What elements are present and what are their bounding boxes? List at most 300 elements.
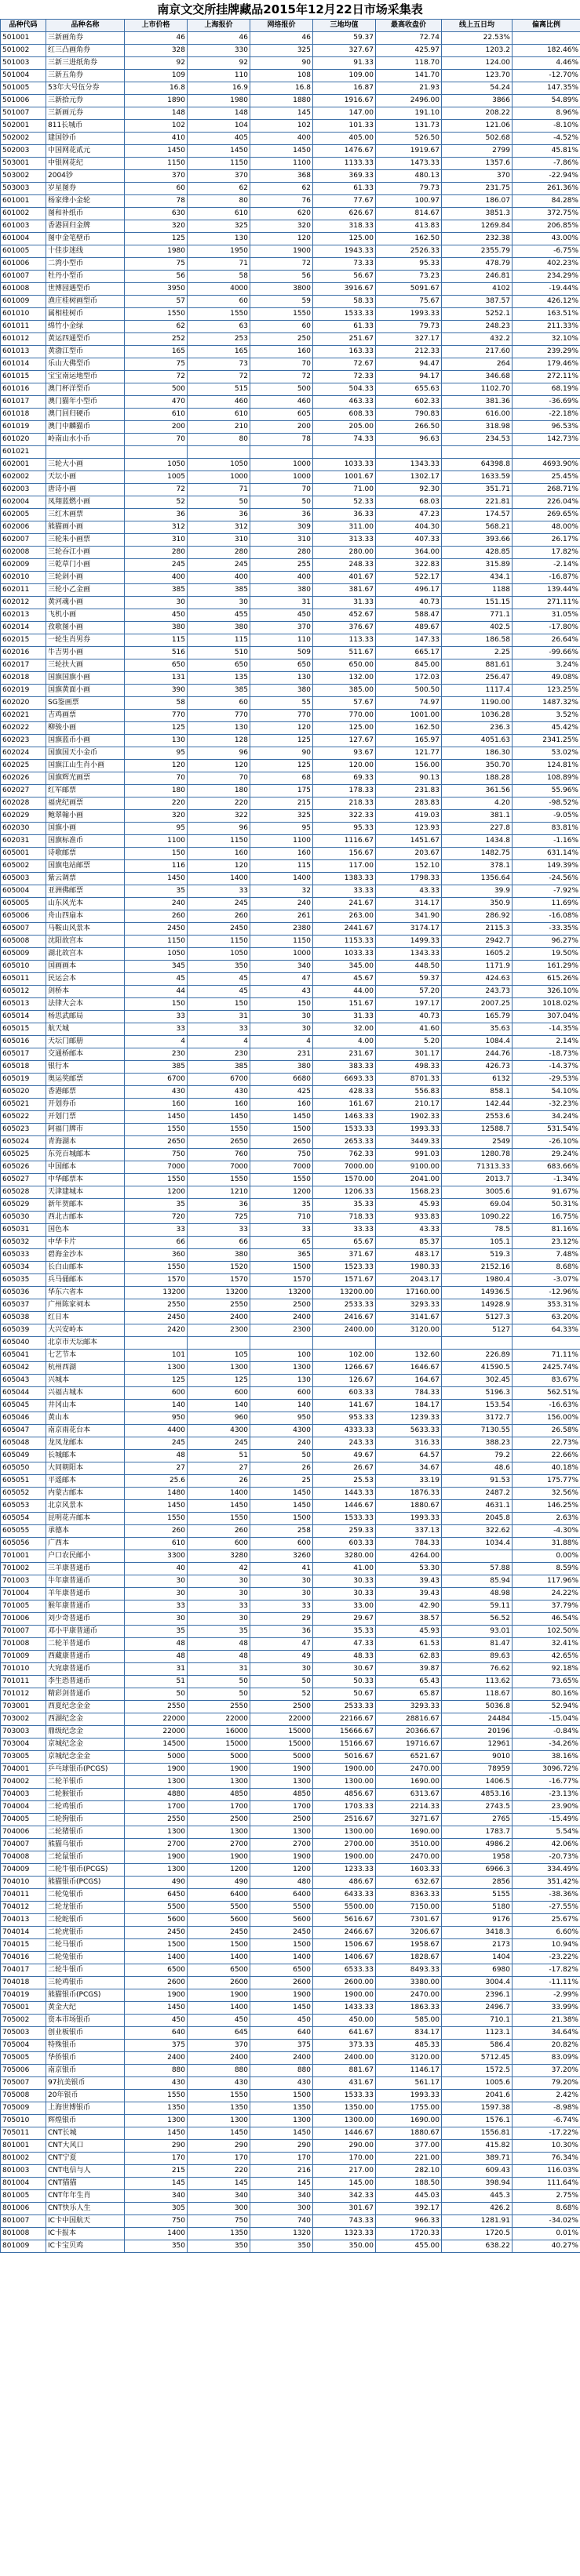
table-cell: 4853.16 [442, 1789, 513, 1801]
table-cell: 602031 [1, 835, 46, 848]
table-cell: 801007 [1, 2215, 46, 2228]
table-cell: 130 [125, 735, 188, 747]
table-cell: 33.33 [313, 1224, 376, 1237]
table-cell: 93.01 [442, 1626, 513, 1638]
table-cell: 6500 [125, 1964, 188, 1977]
table-cell: 96 [188, 823, 250, 835]
table-cell: 乐山大佛型币 [46, 358, 125, 371]
table-row [1, 2027, 580, 2040]
table-cell: 605025 [1, 1149, 46, 1161]
table-cell: 174.57 [442, 509, 513, 521]
table-cell: 36 [250, 1626, 313, 1638]
table-cell: 1300.00 [313, 1776, 376, 1789]
table-cell: 36 [188, 509, 250, 521]
table-cell: 500 [125, 383, 188, 396]
table-cell: 世博园遇型币 [46, 283, 125, 296]
table-row [1, 1224, 580, 1237]
table-cell: 600 [125, 1387, 188, 1400]
table-cell: 26.17% [513, 534, 580, 547]
table-row [1, 1500, 580, 1513]
table-cell: 125.00 [313, 233, 376, 245]
table-row [1, 1199, 580, 1212]
table-row [1, 1262, 580, 1274]
table-row [1, 471, 580, 484]
table-cell: 5500 [125, 1902, 188, 1914]
table-cell: 1117.4 [442, 685, 513, 697]
table-cell: 1300 [250, 1362, 313, 1375]
table-cell: 1900 [125, 1989, 188, 2002]
table-cell: 364.00 [376, 547, 442, 559]
table-cell: 452.67 [313, 609, 376, 622]
table-cell: 3280.00 [313, 1550, 376, 1563]
table-cell: 801009 [1, 2240, 46, 2253]
table-cell: 1916.67 [313, 95, 376, 107]
table-cell: -23.13% [513, 1789, 580, 1801]
table-cell: 115 [188, 634, 250, 647]
table-cell: 属相桂树币 [46, 308, 125, 321]
table-cell: 二轮马银币 [46, 1939, 125, 1952]
table-cell: 3916.67 [313, 283, 376, 296]
table-cell: 172.03 [376, 672, 442, 685]
table-cell: 45.67 [313, 973, 376, 986]
table-cell: 78 [250, 434, 313, 446]
table-cell: 7.48% [513, 1249, 580, 1262]
table-cell: 1500 [188, 1939, 250, 1952]
table-cell: 71313.33 [442, 1161, 513, 1174]
table-cell: 1446.67 [313, 2127, 376, 2140]
table-cell: 6400 [188, 1889, 250, 1902]
table-cell: 770.00 [313, 710, 376, 722]
table-cell: 128 [188, 735, 250, 747]
table-cell: 21.38% [513, 2015, 580, 2027]
table-cell: 33 [125, 1011, 188, 1023]
table-cell: 1000 [250, 948, 313, 961]
table-cell: 215 [250, 798, 313, 810]
table-cell: 1036.28 [442, 710, 513, 722]
table-cell: 585.00 [376, 2015, 442, 2027]
table-cell: 325 [188, 220, 250, 233]
table-cell: 161.29% [513, 961, 580, 973]
table-cell: 1084.4 [442, 1036, 513, 1048]
table-cell: 1550 [125, 1174, 188, 1186]
table-cell: 5180 [442, 1902, 513, 1914]
table-cell: 42.90 [376, 1600, 442, 1613]
table-cell: 145.00 [313, 2178, 376, 2190]
table-row [1, 1764, 580, 1776]
table-row [1, 2127, 580, 2140]
table-cell: 山东风光本 [46, 898, 125, 910]
table-cell: 60 [250, 321, 313, 333]
table-cell: 27 [125, 1462, 188, 1475]
table-cell: 260 [125, 1525, 188, 1538]
table-cell: -16.63% [513, 1400, 580, 1412]
table-cell: 33 [125, 1023, 188, 1036]
table-cell: 26.64% [513, 634, 580, 647]
table-row [1, 208, 580, 220]
table-cell: 478.79 [442, 258, 513, 271]
table-cell: 1900.00 [313, 1851, 376, 1864]
table-cell: 1900.00 [313, 1764, 376, 1776]
table-cell: 641.67 [313, 2027, 376, 2040]
table-cell: 3120.00 [376, 1324, 442, 1337]
header-name: 品种名称 [46, 20, 125, 32]
table-cell: 57 [125, 296, 188, 308]
table-row [1, 1400, 580, 1412]
table-cell: 801008 [1, 2228, 46, 2240]
table-cell: 5127 [442, 1324, 513, 1337]
table-cell: 57.88 [442, 1563, 513, 1575]
table-cell: 二湾小型币 [46, 258, 125, 271]
table-cell: 3280 [188, 1550, 250, 1563]
table-cell: 22000 [250, 1713, 313, 1726]
table-cell: 280 [188, 547, 250, 559]
table-row [1, 1977, 580, 1989]
table-cell: 16.87 [313, 82, 376, 95]
table-cell: 红三凸画角券 [46, 45, 125, 57]
table-cell: 54.89% [513, 95, 580, 107]
table-cell: 424.63 [442, 973, 513, 986]
table-cell: 国旗国旗小画 [46, 672, 125, 685]
table-cell: 76.34% [513, 2153, 580, 2165]
table-cell: 大同朝阳本 [46, 1462, 125, 1475]
table-row [1, 107, 580, 120]
table-cell: 2700.00 [313, 1839, 376, 1851]
table-cell: 1482.75 [442, 848, 513, 860]
table-cell: 37.79% [513, 1600, 580, 1613]
table-cell: IC卡报本 [46, 2228, 125, 2240]
table-cell: 149.39% [513, 860, 580, 873]
table-cell: 35 [125, 1626, 188, 1638]
table-cell: 290.00 [313, 2140, 376, 2153]
table-cell: 1450 [188, 1111, 250, 1124]
table-cell: 中华邮票本 [46, 1174, 125, 1186]
table-row [1, 1726, 580, 1739]
table-cell: 605051 [1, 1475, 46, 1488]
table-cell [513, 446, 580, 459]
table-cell: 130 [188, 233, 250, 245]
table-cell: 二轮兔银币 [46, 1952, 125, 1964]
table-cell: 56.52 [442, 1613, 513, 1626]
table-cell: 31.05% [513, 609, 580, 622]
table-cell: 39.9 [442, 885, 513, 898]
table-cell: 191.10 [376, 107, 442, 120]
table-cell: 2700 [250, 1839, 313, 1851]
table-cell: 2214.33 [376, 1801, 442, 1814]
table-cell: 1900 [125, 1851, 188, 1864]
table-cell: 340 [250, 2190, 313, 2203]
table-cell: 96.53% [513, 421, 580, 434]
page-title: 南京文交所挂牌藏品2015年12月22日市场采集表 [157, 2, 423, 16]
table-cell: 1357.6 [442, 158, 513, 170]
table-row [1, 158, 580, 170]
table-cell: 1890 [125, 95, 188, 107]
table-cell: 兵马俑邮本 [46, 1274, 125, 1287]
table-row [1, 1663, 580, 1676]
table-cell: 601011 [1, 321, 46, 333]
table-cell: 51 [125, 1676, 188, 1688]
table-cell: 419.03 [376, 810, 442, 823]
table-cell: 241.67 [313, 898, 376, 910]
table-cell: 4051.63 [442, 735, 513, 747]
table-cell: 33 [188, 1023, 250, 1036]
table-cell: 2743.5 [442, 1801, 513, 1814]
table-cell: -33.35% [513, 923, 580, 936]
table-row [1, 2002, 580, 2015]
table-row [1, 170, 580, 183]
table-cell: 175 [250, 785, 313, 798]
table-cell: 1499.33 [376, 936, 442, 948]
table-cell: 272.11% [513, 371, 580, 383]
table-cell: 1300.00 [313, 2115, 376, 2127]
table-cell: 13200 [188, 1287, 250, 1299]
table-cell: 450 [125, 609, 188, 622]
table-cell: -16.77% [513, 1776, 580, 1789]
table-cell: 57.20 [376, 986, 442, 998]
table-row [1, 183, 580, 195]
table-cell: 3300 [125, 1550, 188, 1563]
table-cell: 150 [125, 998, 188, 1011]
table-cell: 1200 [188, 1864, 250, 1877]
table-cell: 124.81% [513, 760, 580, 772]
table-cell: 61.53 [376, 1638, 442, 1651]
table-cell: 125 [250, 760, 313, 772]
table-cell: 中银网花纪 [46, 158, 125, 170]
table-cell: 115 [125, 634, 188, 647]
table-cell: 44 [125, 986, 188, 998]
table-cell: 320 [125, 810, 188, 823]
table-cell: 2400 [125, 2052, 188, 2065]
table-cell: 561.17 [376, 2077, 442, 2090]
table-row [1, 321, 580, 333]
table-cell: 75 [125, 258, 188, 271]
table-cell: 605015 [1, 1023, 46, 1036]
table-cell: 23.12% [513, 1237, 580, 1249]
table-cell: 1450 [250, 145, 313, 158]
table-cell: 长白山邮本 [46, 1262, 125, 1274]
table-cell: -12.96% [513, 1287, 580, 1299]
table-cell: 163.33 [313, 346, 376, 358]
table-cell: 3005.6 [442, 1186, 513, 1199]
table-cell: 3260 [250, 1550, 313, 1563]
table-cell: 1450 [250, 2002, 313, 2015]
table-cell: 1880.67 [376, 1500, 442, 1513]
table-cell: 75.67 [376, 296, 442, 308]
table-cell: 108.89% [513, 772, 580, 785]
table-cell: 245 [188, 898, 250, 910]
table-cell: 平遥邮本 [46, 1475, 125, 1488]
table-cell: 1406.67 [313, 1952, 376, 1964]
table-cell: -11.11% [513, 1977, 580, 1989]
table-cell: 2400 [188, 2052, 250, 2065]
table-cell: 72.33 [313, 371, 376, 383]
table-cell: 153.54 [442, 1400, 513, 1412]
table-cell: 43.33 [376, 885, 442, 898]
table-row [1, 1676, 580, 1688]
table-cell: 501007 [1, 107, 46, 120]
table-row [1, 1174, 580, 1186]
table-cell: 50.67 [313, 1688, 376, 1701]
table-cell: 380 [250, 584, 313, 597]
table-cell: 170.00 [313, 2153, 376, 2165]
table-row [1, 1839, 580, 1851]
table-cell: 120 [250, 722, 313, 735]
table-cell: 34.24% [513, 1111, 580, 1124]
table-cell: 248.33 [313, 559, 376, 572]
table-cell: -98.52% [513, 798, 580, 810]
table-cell: 7000 [188, 1161, 250, 1174]
table-cell: 30 [188, 597, 250, 609]
table-cell: 704003 [1, 1789, 46, 1801]
table-cell: 4 [125, 1036, 188, 1048]
table-cell: 381.36 [442, 396, 513, 409]
table-cell: 乒乓球银币(PCGS) [46, 1764, 125, 1776]
table-cell: 1876.33 [376, 1488, 442, 1500]
table-cell: 130 [250, 672, 313, 685]
table-cell: 1269.84 [442, 220, 513, 233]
table-cell: 47.33 [313, 1638, 376, 1651]
table-row [1, 835, 580, 848]
table-cell: 370 [188, 2040, 250, 2052]
table-cell: 2466.67 [313, 1927, 376, 1939]
table-cell: 3096.72% [513, 1764, 580, 1776]
table-cell: 701008 [1, 1638, 46, 1651]
table-cell: 6500 [188, 1964, 250, 1977]
table-cell: 舟山四扇本 [46, 910, 125, 923]
table-cell: 220 [188, 2165, 250, 2178]
table-cell: 30 [125, 597, 188, 609]
table-cell: 264 [442, 358, 513, 371]
table-row [1, 910, 580, 923]
table-cell: 72.67 [313, 358, 376, 371]
table-cell: 385 [188, 685, 250, 697]
table-cell: IC卡中国航天 [46, 2215, 125, 2228]
table-row [1, 559, 580, 572]
table-cell: 602022 [1, 722, 46, 735]
table-cell: 312 [188, 521, 250, 534]
table-cell: 2700 [125, 1839, 188, 1851]
table-cell: 178.33 [313, 785, 376, 798]
table-cell: 4000 [188, 283, 250, 296]
table-cell: 2600 [188, 1977, 250, 1989]
table-cell: 1050 [188, 948, 250, 961]
table-cell: 231.83 [376, 785, 442, 798]
table-cell: 1828.67 [376, 1952, 442, 1964]
table-cell: 600 [188, 1387, 250, 1400]
table-cell: 602006 [1, 521, 46, 534]
table-cell: 601012 [1, 333, 46, 346]
table-cell: 39.43 [376, 1575, 442, 1588]
table-cell: 1570 [250, 1274, 313, 1287]
table-cell: 602004 [1, 496, 46, 509]
table-cell: 国旗辉光画票 [46, 772, 125, 785]
table-cell: 705002 [1, 2015, 46, 2027]
table-cell: 1100 [250, 158, 313, 170]
table-cell: 369.33 [313, 170, 376, 183]
table-cell: 701007 [1, 1626, 46, 1638]
table-cell: 610 [188, 409, 250, 421]
table-cell: 280 [125, 547, 188, 559]
table-cell: 383.33 [313, 1061, 376, 1074]
table-cell: 377.00 [376, 2140, 442, 2153]
table-cell: 150 [188, 998, 250, 1011]
table-cell: 1550 [125, 1513, 188, 1525]
table-cell: 黄运四通型币 [46, 333, 125, 346]
table-cell: 605049 [1, 1450, 46, 1462]
table-cell: 704011 [1, 1889, 46, 1902]
table-cell: 55.96% [513, 785, 580, 798]
table-row [1, 258, 580, 271]
table-cell: 83.81% [513, 823, 580, 835]
table-cell: 415.82 [442, 2140, 513, 2153]
table-cell: 39.43 [376, 1588, 442, 1600]
table-cell: 387.57 [442, 296, 513, 308]
table-cell: 290 [125, 2140, 188, 2153]
table-cell: 1300 [125, 1776, 188, 1789]
table-cell: 704015 [1, 1939, 46, 1952]
table-cell: 650.00 [313, 659, 376, 672]
table-row [1, 898, 580, 910]
table-cell: 1450 [125, 1111, 188, 1124]
table-cell: 25.53 [313, 1475, 376, 1488]
table-cell: 三轮剁小画 [46, 572, 125, 584]
table-cell: 1993.33 [376, 2090, 442, 2102]
table-cell: 国旗蓝币小画 [46, 735, 125, 747]
table-cell: -0.84% [513, 1726, 580, 1739]
table-cell: 2496.7 [442, 2002, 513, 2015]
table-cell: 120 [250, 233, 313, 245]
table-cell: 京城纪念金金 [46, 1751, 125, 1764]
table-cell: 42 [188, 1563, 250, 1575]
table-cell: 340 [188, 2190, 250, 2203]
table-cell: 72 [125, 484, 188, 496]
table-cell: 3449.33 [376, 1136, 442, 1149]
table-cell: 402.23% [513, 258, 580, 271]
table-cell: 1571.67 [313, 1274, 376, 1287]
table-cell: 605031 [1, 1224, 46, 1237]
table-cell: 602014 [1, 622, 46, 634]
table-cell: 146.25% [513, 1500, 580, 1513]
table-cell: 215 [125, 2165, 188, 2178]
table-cell: 342.33 [313, 2190, 376, 2203]
table-cell: 290 [250, 2140, 313, 2153]
table-cell: 140 [250, 1400, 313, 1412]
table-cell: 601001 [1, 195, 46, 208]
table-cell: 322.83 [376, 559, 442, 572]
table-cell: 703003 [1, 1726, 46, 1739]
table-cell: 国旗江山生肖小画 [46, 760, 125, 772]
table-cell: 1863.33 [376, 2002, 442, 2015]
table-cell: 24484 [442, 1713, 513, 1726]
table-cell: 271.11% [513, 597, 580, 609]
table-cell: 国色本 [46, 1224, 125, 1237]
table-cell: 390 [125, 685, 188, 697]
table-cell: 263.00 [313, 910, 376, 923]
table-cell: 3866 [442, 95, 513, 107]
table-cell: 31 [188, 1011, 250, 1023]
table-row [1, 1789, 580, 1801]
table-row [1, 848, 580, 860]
table-cell: 62 [250, 183, 313, 195]
table-cell: 460 [250, 396, 313, 409]
table-row [1, 2153, 580, 2165]
table-cell: 340 [250, 961, 313, 973]
table-cell: 50 [188, 1688, 250, 1701]
table-cell: 230 [125, 1048, 188, 1061]
table-cell: 熊猫乌银币 [46, 1839, 125, 1851]
table-cell: 501004 [1, 70, 46, 82]
table-cell: 4400 [125, 1425, 188, 1437]
table-cell: 1400 [188, 873, 250, 885]
